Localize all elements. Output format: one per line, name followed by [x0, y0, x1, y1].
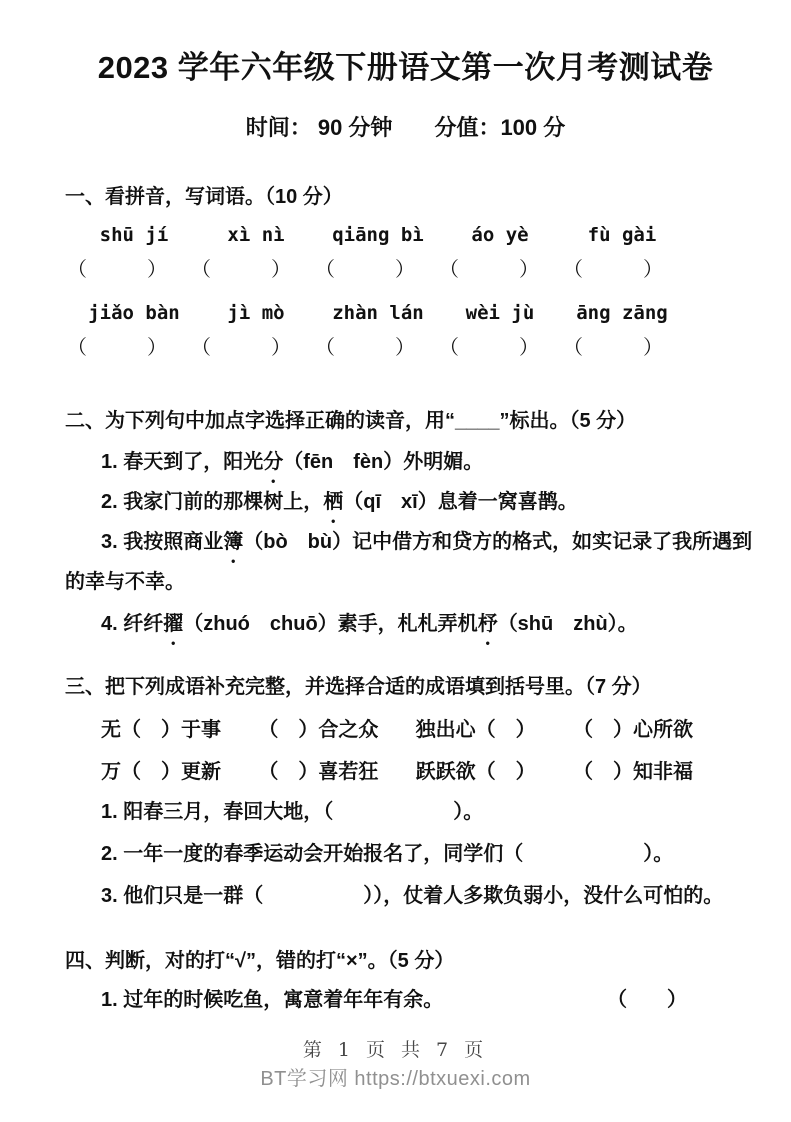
text-segment: （zhuó chuō）素手，札札弄机: [183, 613, 478, 635]
section2-question-3: [65, 528, 753, 556]
answer-blank: （ ）: [191, 337, 291, 359]
answer-blank: （ ）: [439, 337, 539, 359]
exam-time: 时间： 90 分钟: [245, 115, 393, 140]
idiom-blank: （ ）合之众: [258, 719, 379, 741]
text-segment: 3. 我按照商业: [101, 531, 224, 553]
idiom-blank: （ ）喜若狂: [258, 761, 379, 783]
text-segment: （shū zhù）。: [497, 613, 638, 635]
page-number: 第 1 页 共 7 页: [302, 1039, 489, 1061]
pinyin-word: xì nì: [227, 224, 285, 246]
pinyin-word: qiāng bì: [332, 224, 424, 246]
pinyin-word: wèi jù: [465, 302, 535, 324]
dotted-char: 栖: [323, 491, 344, 513]
page-footer: [0, 1038, 791, 1092]
idiom-blank: 万（ ）更新: [101, 761, 221, 783]
section2-question-3-continuation: 的幸与不幸。: [65, 571, 185, 593]
section2-question-4: [65, 610, 746, 638]
text-segment: （qī xī）息着一窝喜鹊。: [343, 491, 578, 513]
text-segment: （bò bù）记中借方和贷方的格式，如实记录了我所遇到: [243, 531, 753, 553]
answer-blank: （ ）: [439, 259, 539, 281]
section2-header: 二、为下列句中加点字选择正确的读音，用“____”标出。（5 分）: [65, 410, 637, 432]
pinyin-row-1: [73, 222, 683, 248]
section2-question-1: [65, 448, 746, 476]
section3-header: 三、把下列成语补充完整，并选择合适的成语填到括号里。（7 分）: [65, 676, 652, 698]
page-title: 2023 学年六年级下册语文第一次月考测试卷: [97, 50, 714, 85]
idiom-blank: 无（ ）于事: [101, 719, 221, 741]
section3-question-2: 2. 一年一度的春季运动会开始报名了，同学们（ ）。: [101, 843, 674, 865]
text-segment: （fēn fèn）外明媚。: [283, 451, 484, 473]
idiom-blank: 跃跃欲（ ）: [415, 761, 536, 783]
judge-answer-blank: （ ）: [607, 989, 687, 1011]
section4-header: 四、判断，对的打“√”，错的打“×”。（5 分）: [65, 950, 455, 972]
answer-blank: （ ）: [315, 337, 415, 359]
pinyin-word: áo yè: [471, 224, 529, 246]
idiom-blank: 独出心（ ）: [415, 719, 536, 741]
answer-bracket-row-1: [67, 256, 687, 284]
text-segment: 2. 我家门前的那棵树上，: [101, 491, 324, 513]
section3-question-3: 3. 他们只是一群（ ）），仗着人多欺负弱小，没什么可怕的。: [101, 885, 724, 907]
pinyin-word: jiǎo bàn: [88, 302, 180, 324]
pinyin-word: jì mò: [227, 302, 285, 324]
section1-header: 一、看拼音，写词语。（10 分）: [65, 186, 343, 208]
answer-blank: （ ）: [191, 259, 291, 281]
idiom-row-1: [101, 716, 693, 744]
dotted-char: 簿: [223, 531, 244, 553]
answer-blank: （ ）: [315, 259, 415, 281]
pinyin-word: āng zāng: [576, 302, 668, 324]
answer-blank: （ ）: [67, 337, 167, 359]
section3-question-1: 1. 阳春三月，春回大地，（ ）。: [101, 801, 484, 823]
answer-blank: （ ）: [563, 259, 663, 281]
idiom-row-2: [101, 758, 693, 786]
pinyin-word: zhàn lán: [332, 302, 424, 324]
exam-meta: [65, 114, 746, 142]
exam-score: 分值：100 分: [434, 115, 566, 140]
text-segment: 4. 纤纤: [101, 613, 164, 635]
judge-question-text: 1. 过年的时候吃鱼，寓意着年年有余。: [101, 989, 444, 1011]
dotted-char: 分: [263, 451, 284, 473]
answer-blank: （ ）: [67, 259, 167, 281]
pinyin-row-2: [73, 300, 683, 326]
site-watermark-link[interactable]: BT学习网 https://btxuexi.com: [260, 1068, 531, 1090]
answer-blank: （ ）: [563, 337, 663, 359]
pinyin-word: fù gài: [587, 224, 657, 246]
text-segment: 1. 春天到了，阳光: [101, 451, 264, 473]
dotted-char: 擢: [163, 613, 184, 635]
idiom-blank: （ ）心所欲: [572, 719, 693, 741]
pinyin-word: shū jí: [99, 224, 169, 246]
section2-question-2: [65, 488, 746, 516]
section4-question-1: [65, 986, 687, 1014]
idiom-blank: （ ）知非福: [572, 761, 693, 783]
answer-bracket-row-2: [67, 334, 687, 362]
dotted-char: 杼: [477, 613, 498, 635]
